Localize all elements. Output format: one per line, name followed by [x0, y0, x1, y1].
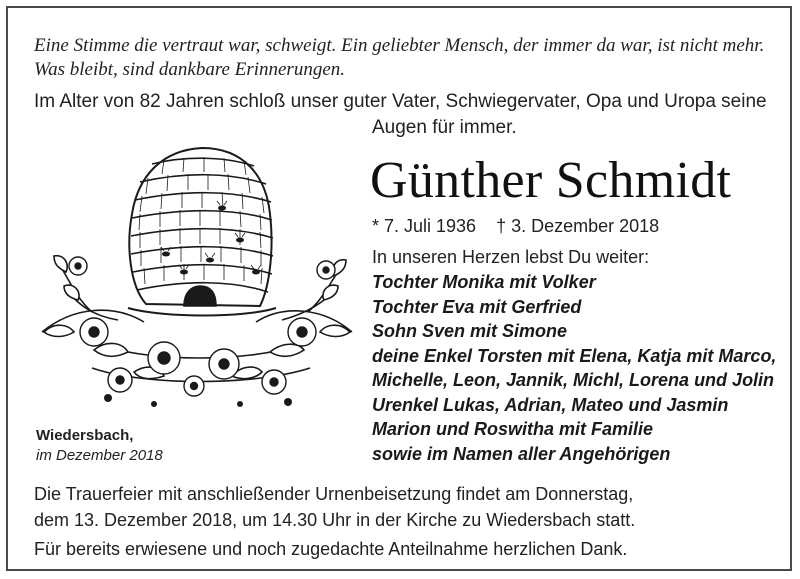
funeral-service-text — [34, 481, 774, 533]
deceased-name: Günther Schmidt — [370, 152, 732, 209]
mourners-heading: In unseren Herzen lebst Du weiter: — [372, 247, 650, 267]
list-item: sowie im Namen aller Angehörigen — [372, 443, 671, 464]
place-and-date — [36, 426, 163, 466]
quote-line-2: Was bleibt, sind dankbare Erinnerungen. — [34, 59, 346, 80]
intro-line-1: Im Alter von 82 Jahren schloß unser guter Vater, Schwiegervater, Opa und Uropa seine — [34, 91, 767, 112]
list-item: deine Enkel Torsten mit Elena, Katja mit Marco, — [372, 345, 777, 366]
list-item: Tochter Eva mit Gerfried — [372, 296, 582, 317]
list-item: Urenkel Lukas, Adrian, Mateo und Jasmin — [372, 394, 729, 415]
service-line-2: dem 13. Dezember 2018, um 14.30 Uhr in der Kirche zu Wiedersbach statt. — [34, 510, 636, 530]
quote-line-1: Eine Stimme die vertraut war, schweigt. Ein geliebter Mensch, der immer da war, ist nicht mehr. — [34, 35, 765, 56]
place-month: im Dezember 2018 — [36, 447, 163, 464]
beehive-with-flowers-icon — [34, 136, 360, 416]
service-line-1: Die Trauerfeier mit anschließender Urnenbeisetzung findet am Donnerstag, — [34, 484, 634, 504]
list-item: Sohn Sven mit Simone — [372, 321, 568, 341]
mourners-list — [372, 270, 792, 466]
opening-quote — [34, 34, 774, 82]
list-item: Marion und Roswitha mit Familie — [372, 419, 654, 439]
birth-date: * 7. Juli 1936 — [372, 216, 477, 236]
thanks-text: Für bereits erwiesene und noch zugedachte Anteilnahme herzlichen Dank. — [34, 539, 628, 559]
list-item: Michelle, Leon, Jannik, Michl, Lorena und Jolin — [372, 370, 775, 390]
list-item: Tochter Monika mit Volker — [372, 272, 596, 292]
life-dates — [372, 213, 659, 239]
death-date: † 3. Dezember 2018 — [496, 216, 660, 236]
intro-line-2: Augen für immer. — [372, 117, 517, 138]
place-town: Wiedersbach, — [36, 427, 134, 444]
intro-text — [34, 89, 774, 141]
